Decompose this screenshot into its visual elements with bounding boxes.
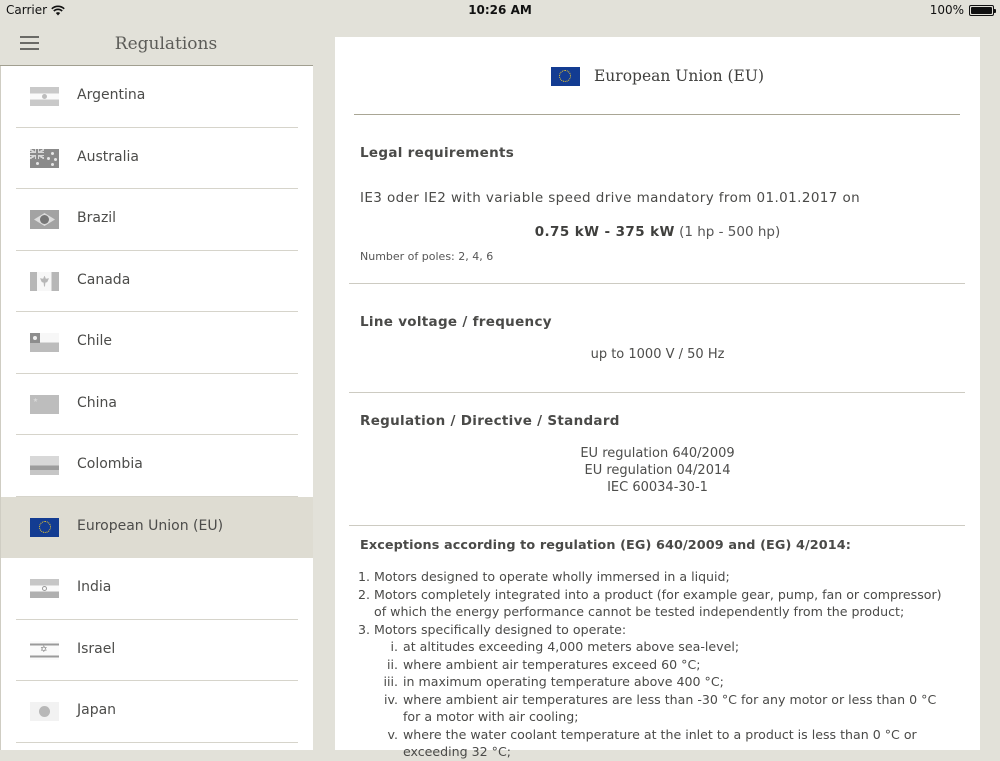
country-item-argentina[interactable] bbox=[1, 66, 313, 128]
sub-list-item: i. at altitudes exceeding 4,000 meters above sea-level; bbox=[390, 639, 740, 654]
australia-flag-icon bbox=[30, 149, 59, 168]
country-item-brazil[interactable] bbox=[1, 189, 313, 251]
country-name: Israel bbox=[77, 640, 116, 657]
brazil-flag-icon bbox=[30, 210, 59, 229]
regulation-line: EU regulation 640/2009 bbox=[580, 446, 735, 461]
power-range bbox=[335, 224, 980, 240]
country-name: Brazil bbox=[77, 210, 117, 226]
battery-indicator bbox=[930, 3, 994, 17]
country-item-china[interactable] bbox=[1, 374, 313, 436]
eu-flag-icon bbox=[551, 67, 580, 86]
country-item-japan[interactable] bbox=[1, 681, 313, 743]
country-name: Canada bbox=[77, 271, 131, 288]
section-divider bbox=[349, 283, 965, 284]
detail-header bbox=[335, 65, 980, 87]
detail-title: European Union (EU) bbox=[593, 67, 764, 85]
status-bar bbox=[0, 0, 1000, 22]
clock: 10:26 AM bbox=[468, 3, 532, 17]
power-range-kw: 0.75 kW - 375 kW bbox=[534, 224, 675, 240]
country-name: Japan bbox=[77, 702, 117, 718]
legal-requirements-heading: Legal requirements bbox=[360, 145, 515, 161]
china-flag-icon bbox=[30, 395, 59, 414]
india-flag-icon bbox=[30, 579, 59, 598]
country-item-colombia[interactable] bbox=[1, 435, 313, 497]
country-name: Australia bbox=[77, 148, 139, 165]
regulation-line: IEC 60034-30-1 bbox=[607, 480, 708, 495]
legal-requirements-text: IE3 oder IE2 with variable speed drive mandatory from 01.01.2017 on bbox=[360, 190, 861, 206]
battery-icon bbox=[969, 5, 994, 16]
regulation-line: EU regulation 04/2014 bbox=[584, 463, 731, 478]
line-voltage-heading: Line voltage / frequency bbox=[360, 314, 552, 330]
carrier-label: Carrier bbox=[6, 3, 48, 17]
country-list[interactable] bbox=[0, 66, 313, 750]
japan-flag-icon bbox=[30, 702, 59, 721]
line-voltage-value: up to 1000 V / 50 Hz bbox=[590, 347, 725, 362]
exceptions-list bbox=[352, 568, 952, 761]
country-name: China bbox=[77, 394, 117, 411]
country-name: Colombia bbox=[77, 456, 143, 472]
sidebar-header bbox=[0, 22, 313, 66]
section-divider bbox=[349, 392, 965, 393]
list-item: 2. Motors completely integrated into a product (for example gear, pump, fan or compressor) of which the energy performance cannot be tested independently from the product; bbox=[357, 586, 942, 619]
colombia-flag-icon bbox=[30, 456, 59, 475]
country-name: India bbox=[77, 579, 112, 595]
regulation-detail-panel[interactable] bbox=[335, 37, 980, 759]
number-of-poles: Number of poles: 2, 4, 6 bbox=[360, 250, 494, 263]
regulation-heading: Regulation / Directive / Standard bbox=[360, 413, 620, 429]
power-range-hp: (1 hp - 500 hp) bbox=[679, 224, 781, 240]
country-item-canada[interactable] bbox=[1, 251, 313, 313]
country-name: Chile bbox=[77, 333, 113, 349]
eu-flag-icon bbox=[30, 518, 59, 537]
country-name: European Union (EU) bbox=[77, 517, 224, 534]
canada-flag-icon bbox=[30, 272, 59, 291]
country-name: Argentina bbox=[77, 87, 146, 103]
sub-list-item: iv. where ambient air temperatures are less than -30 °C for any motor or less than 0 °C for a motor with air cooling; bbox=[384, 691, 937, 724]
country-item-chile[interactable] bbox=[1, 312, 313, 374]
country-item-european-union[interactable] bbox=[1, 497, 313, 559]
sub-list-item: iii. in maximum operating temperature above 400 °C; bbox=[383, 674, 724, 689]
israel-flag-icon: ✡ bbox=[30, 641, 59, 660]
list-item: 1. Motors designed to operate wholly immersed in a liquid; bbox=[357, 569, 730, 584]
sub-list-item: v. where the water coolant temperature at the inlet to a product is less than 0 °C or exceeding 32 °C; bbox=[387, 726, 917, 759]
section-divider bbox=[349, 525, 965, 526]
list-item: 3. Motors specifically designed to operate: bbox=[357, 621, 627, 637]
sub-list-item: ii. where ambient air temperatures exceed 60 °C; bbox=[386, 656, 701, 672]
battery-percent: 100% bbox=[929, 3, 964, 17]
exceptions-heading: Exceptions according to regulation (EG) 640/2009 and (EG) 4/2014: bbox=[360, 538, 852, 553]
country-item-india[interactable] bbox=[1, 558, 313, 620]
country-item-australia[interactable] bbox=[1, 128, 313, 190]
chile-flag-icon bbox=[30, 333, 59, 352]
header-divider bbox=[354, 114, 960, 115]
argentina-flag-icon bbox=[30, 87, 59, 106]
country-item-israel[interactable] bbox=[1, 620, 313, 682]
sidebar-title: Regulations bbox=[114, 34, 218, 54]
